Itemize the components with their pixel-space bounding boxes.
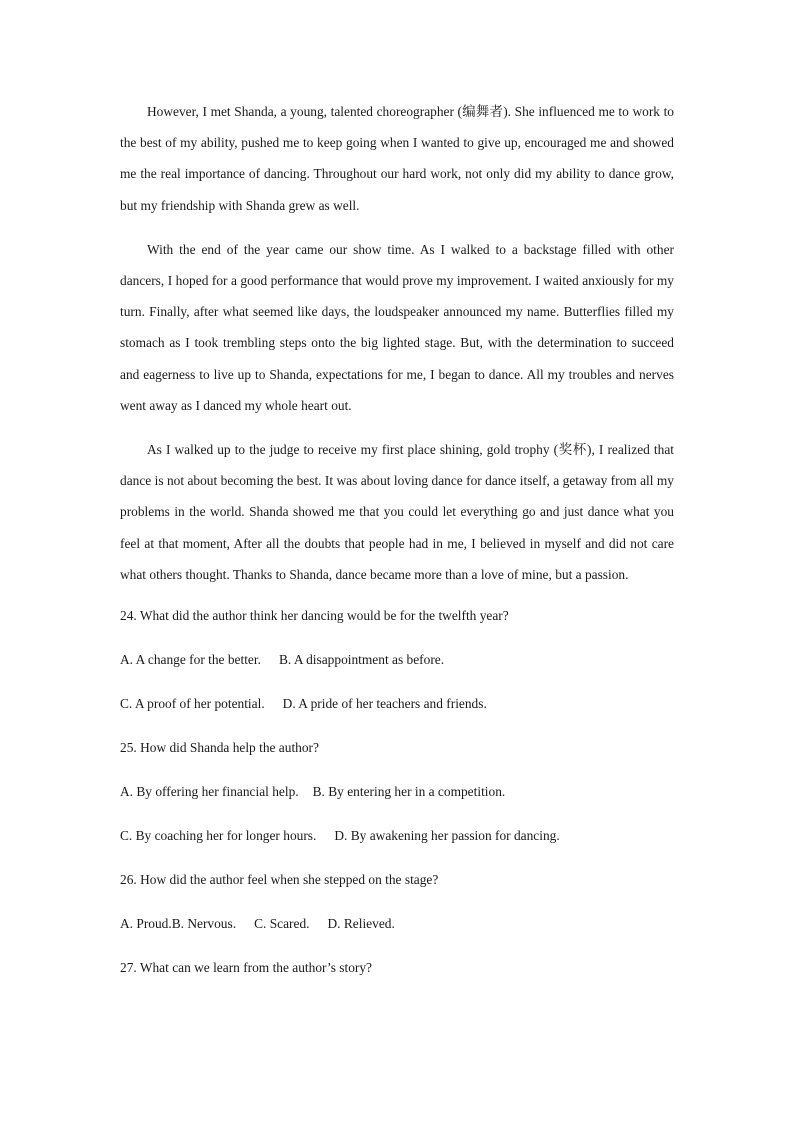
question-26-option-a: A. Proud. bbox=[120, 916, 172, 932]
passage-paragraph-2: With the end of the year came our show time. As I walked to a backstage filled with other dancers, I hoped for a good performance that would prove my improvement. I waited anxiously for my turn. Finally, after what seemed like days, the loudspeaker announced my name. Butterflies filled my stomach as I took trembling steps onto the big lighted stage. But, with the determination to succeed and eagerness to live up to Shanda, expectations for me, I began to dance. All my troubles and nerves went away as I danced my whole heart out. bbox=[120, 241, 674, 413]
question-25-option-b: B. By entering her in a competition. bbox=[312, 784, 506, 800]
question-26-option-c: C. Scared. bbox=[254, 916, 310, 932]
question-26-options-row-1 bbox=[120, 911, 674, 936]
question-24-option-d: D. A pride of her teachers and friends. bbox=[282, 696, 487, 712]
question-25-option-c: C. By coaching her for longer hours. bbox=[120, 828, 317, 844]
question-26-option-d: D. Relieved. bbox=[327, 916, 395, 932]
question-24-option-b: B. A disappointment as before. bbox=[278, 652, 445, 668]
passage-paragraph-1: However, I met Shanda, a young, talented choreographer (编舞者). She influenced me to work to the best of my ability, pushed me to keep going when I wanted to give up, encouraged me and showed me the real importance of dancing. Throughout our hard work, not only did my ability to dance grow, but my friendship with Shanda grew as well. bbox=[120, 104, 674, 213]
passage-paragraph-3: As I walked up to the judge to receive my first place shining, gold trophy (奖杯), I realized that dance is not about becoming the best. It was about loving dance for dance itself, a getaway from all my problems in the world. Shanda showed me that you could let everything go and just dance what you feel at that moment, After all the doubts that people had in me, I believed in myself and did not care what others thought. Thanks to Shanda, dance became more than a love of mine, but a passion. bbox=[120, 442, 674, 582]
document-page bbox=[120, 96, 674, 999]
question-24-options-row-1 bbox=[120, 647, 674, 672]
question-27-stem: 27. What can we learn from the author’s story? bbox=[120, 960, 372, 976]
question-25-option-a: A. By offering her financial help. bbox=[120, 784, 299, 800]
question-25-option-d: D. By awakening her passion for dancing. bbox=[334, 828, 560, 844]
question-24-stem: 24. What did the author think her dancing would be for the twelfth year? bbox=[120, 608, 509, 624]
question-25-stem: 25. How did Shanda help the author? bbox=[120, 740, 319, 756]
question-26-stem: 26. How did the author feel when she stepped on the stage? bbox=[120, 872, 439, 888]
question-25-options-row-2 bbox=[120, 823, 674, 848]
question-25-options-row-1 bbox=[120, 779, 674, 804]
question-26-option-b: B. Nervous. bbox=[171, 916, 237, 932]
question-24-option-a: A. A change for the better. bbox=[120, 652, 261, 668]
question-24-option-c: C. A proof of her potential. bbox=[120, 696, 265, 712]
question-24-options-row-2 bbox=[120, 691, 674, 716]
